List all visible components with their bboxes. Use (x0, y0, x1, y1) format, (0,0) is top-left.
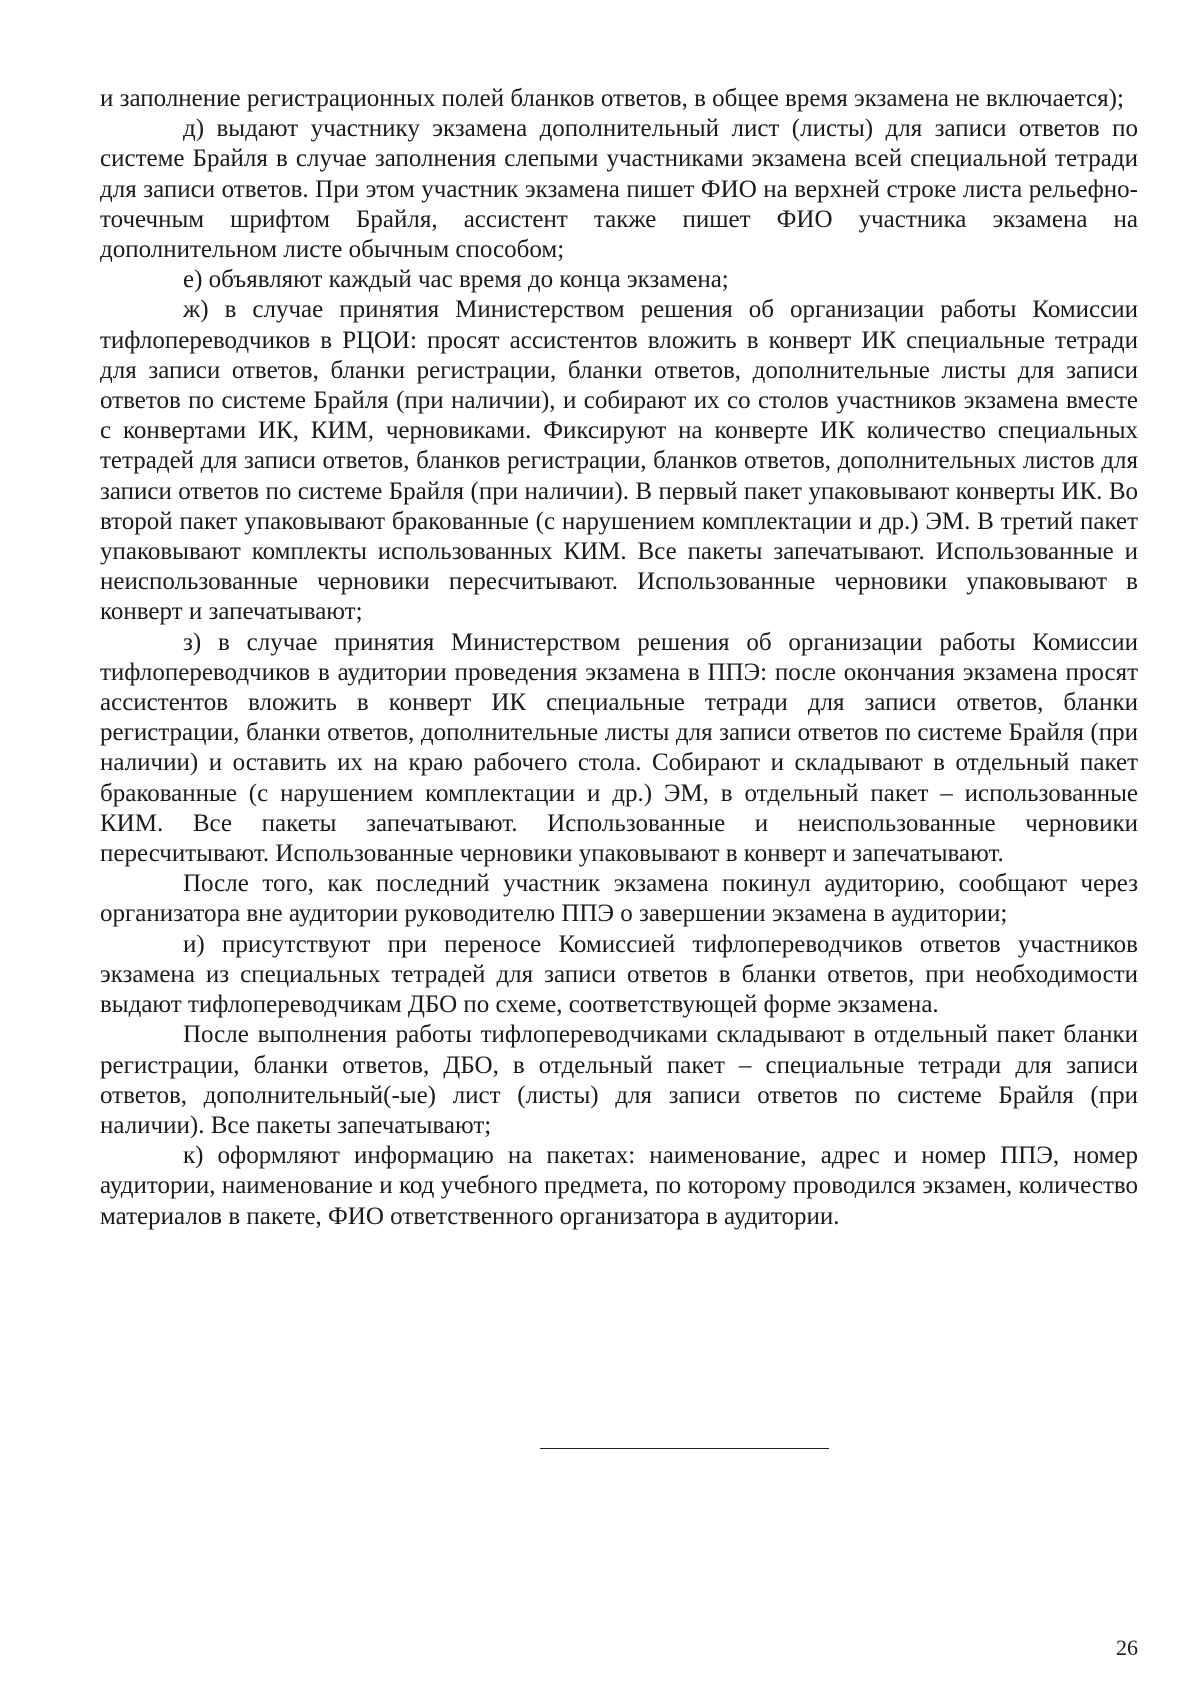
paragraph-item-i: и) присутствуют при переносе Комиссией тифлопереводчиков ответов участников экзамена из специальных тетрадей для записи ответов в бланки ответов, при необходимости выдают тифлопереводчикам ДБО по схеме, соответствующей форме экзамена. (100, 930, 1138, 1019)
paragraph-after-work: После выполнения работы тифлопереводчиками складывают в отдельный пакет бланки регистрации, бланки ответов, ДБО, в отдельный пакет – специальные тетради для записи ответов, дополнительный(-ые) лист (листы) для записи ответов по системе Брайля (при наличии). Все пакеты запечатывают; (100, 1021, 1138, 1139)
paragraph-continuation: и заполнение регистрационных полей бланков ответов, в общее время экзамена не включается); (100, 85, 1124, 112)
paragraph-item-zh: ж) в случае принятия Министерством решения об организации работы Комиссии тифлопереводчиков в РЦОИ: просят ассистентов вложить в конверт ИК специальные тетради для записи ответов, бланки регистрации, бланки ответов, дополнительные листы для записи ответов по системе Брайля (при наличии), и собирают их со столов участников экзамена вместе с конвертами ИК, КИМ, черновиками. Фиксируют на конверте ИК количество специальных тетрадей для записи ответов, бланков регистрации, бланков ответов, дополнительных листов для записи ответов по системе Брайля (при наличии). В первый пакет упаковывают конверты ИК. Во второй пакет упаковывают бракованные (с нарушением комплектации и др.) ЭМ. В третий пакет упаковывают комплекты использованных КИМ. Все пакеты запечатывают. Использованные и неиспользованные черновики пересчитывают. Использованные черновики упаковывают в конверт и запечатывают; (100, 296, 1138, 626)
paragraph-item-d: д) выдают участнику экзамена дополнительный лист (листы) для записи ответов по системе Брайля в случае заполнения слепыми участниками экзамена всей специальной тетради для записи ответов. При этом участник экзамена пишет ФИО на верхней строке листа рельефно-точечным шрифтом Брайля, ассистент также пишет ФИО участника экзамена на дополнительном листе обычным способом; (100, 115, 1138, 264)
page-number: 26 (1116, 1635, 1138, 1660)
paragraph-item-z: з) в случае принятия Министерством решения об организации работы Комиссии тифлопереводчиков в аудитории проведения экзамена в ППЭ: после окончания экзамена просят ассистентов вложить в конверт ИК специальные тетради для записи ответов, бланки регистрации, бланки ответов, дополнительные листы для записи ответов по системе Брайля (при наличии) и оставить их на краю рабочего стола. Собирают и складывают в отдельный пакет бракованные (с нарушением комплектации и др.) ЭМ, в отдельный пакет – использованные КИМ. Все пакеты запечатывают. Использованные и неиспользованные черновики пересчитывают. Использованные черновики упаковывают в конверт и запечатывают. (100, 628, 1138, 868)
paragraph-after-exam: После того, как последний участник экзамена покинул аудиторию, сообщают через организатора вне аудитории руководителю ППЭ о завершении экзамена в аудитории; (100, 870, 1138, 928)
paragraph-item-e: е) объявляют каждый час время до конца экзамена; (183, 266, 729, 294)
paragraph-item-k: к) оформляют информацию на пакетах: наименование, адрес и номер ППЭ, номер аудитории, наименование и код учебного предмета, по которому проводился экзамен, количество материалов в пакете, ФИО ответственного организатора в аудитории. (100, 1142, 1138, 1230)
document-body (100, 84, 1138, 1232)
footnote-separator (540, 1448, 829, 1449)
